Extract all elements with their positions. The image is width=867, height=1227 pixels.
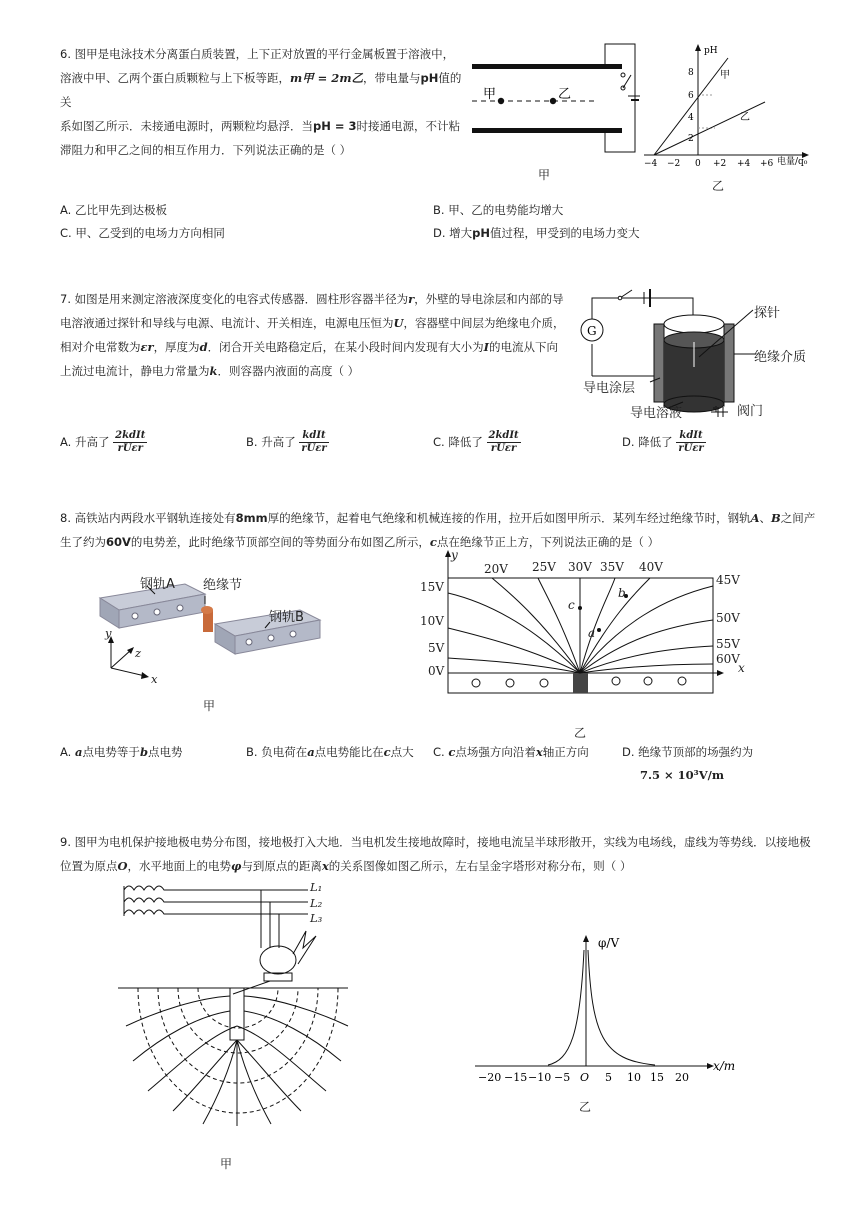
q7-option-a[interactable]: A. 升高了 $\frac{\text{2kdIt}}{\text{rUεr}}$ (60, 430, 146, 454)
q8-option-b[interactable]: B. 负电荷在a点电势能比在c点大 (246, 745, 414, 759)
q9-line1: 9. 图甲为电机保护接地极电势分布图，接地极打入大地．当电机发生接地故障时，接地电流呈半球形散开，实线为电场线，虚线为等势线．以接地极 (60, 835, 811, 849)
q8-axis-x-label: x (151, 672, 158, 686)
svg-text:10: 10 (627, 1071, 641, 1084)
svg-text:−20: −20 (478, 1071, 502, 1084)
q6-label-yi: 乙 (558, 87, 572, 102)
svg-text:0: 0 (695, 159, 701, 169)
svg-text:−4: −4 (644, 159, 658, 169)
q9-label-L2: L₂ (310, 896, 323, 910)
q6-caption-b: 乙 (712, 179, 725, 193)
q6-stem (60, 42, 465, 162)
q6-figure-b (640, 40, 820, 175)
q6-option-c[interactable]: C. 甲、乙受到的电场力方向相同 (60, 226, 225, 240)
q9-caption-a: 甲 (220, 1157, 233, 1171)
q7-option-d[interactable]: D. 降低了 $\frac{\text{kdIt}}{\text{rUεr}}$ (622, 430, 704, 454)
svg-text:2: 2 (688, 134, 694, 144)
q6-upper-plate (472, 64, 622, 69)
q7-line3: 相对介电常数为εr，厚度为d．闭合开关电路稳定后，在某小段时间内发现有大小为I的电流从下向 (60, 340, 558, 354)
svg-text:4: 4 (688, 113, 694, 123)
q9-figure-b (470, 925, 750, 1085)
q8-fig-b-top-labels: 20V 25V 30V 35V 40V 15V 10V 5V 0V 45V 50V 55V 60V y x c a b (420, 548, 745, 678)
svg-text:+2: +2 (713, 159, 727, 169)
svg-text:甲: 甲 (720, 70, 730, 81)
q6-line4: 滞阻力和甲乙之间的相互作用力．下列说法正确的是（ ） (60, 143, 352, 157)
q8-label-insulator: 绝缘节 (203, 578, 243, 593)
q6-line3: 系如图乙所示．未接通电源时，两颗粒均悬浮．当pH = 3时接通电源，不计粘 (60, 119, 461, 133)
q7-option-b[interactable]: B. 升高了 $\frac{\text{kdIt}}{\text{rUεr}}$ (246, 430, 327, 454)
q8-insulator (201, 606, 213, 632)
q7-stem (60, 287, 575, 383)
q8-axis-y-label: y (105, 626, 112, 640)
q8-axis-z-label: z (135, 646, 142, 660)
svg-text:−10: −10 (528, 1071, 552, 1084)
q9-curve-right (588, 950, 655, 1065)
q9-caption-b: 乙 (579, 1100, 592, 1114)
svg-text:15: 15 (650, 1071, 664, 1084)
q8-line2: 生了约为60V的电势差，此时绝缘节顶部空间的等势面分布如图乙所示，c点在绝缘节正上方，下列说法正确的是（ ） (60, 535, 660, 549)
svg-text:O: O (580, 1071, 590, 1084)
q8-label-rail-b: 钢轨B (269, 610, 304, 625)
svg-text:电量/q₀: 电量/q₀ (777, 157, 808, 167)
q8-stem (60, 506, 820, 554)
q6-lower-plate (472, 128, 622, 133)
svg-text:+6: +6 (760, 159, 774, 169)
q8-option-a[interactable]: A. a点电势等于b点电势 (60, 745, 183, 759)
q7-coating-left (654, 324, 664, 402)
q9-label-L1: L₁ (310, 880, 323, 894)
q6-line-yi (654, 102, 765, 155)
svg-text:20: 20 (675, 1071, 689, 1084)
q8-caption-b: 乙 (574, 726, 587, 740)
q9-stem (60, 830, 820, 878)
q6-option-d[interactable]: D. 增大pH值过程，甲受到的电场力变大 (433, 226, 640, 240)
svg-text:x/m: x/m (713, 1059, 736, 1073)
q7-label-dielectric: 绝缘介质 (754, 350, 807, 365)
q7-line1: 7. 如图是用来测定溶液深度变化的电容式传感器．圆柱形容器半径为r，外壁的导电涂层和内部的导 (60, 292, 564, 306)
q9-curve-left (548, 950, 584, 1065)
q8-label-rail-a: 钢轨A (140, 577, 175, 592)
q6-line2: 溶液中甲、乙两个蛋白质颗粒与上下板等距，m甲 = 2m乙，带电量与pH值的关 (60, 71, 462, 109)
q6-option-a[interactable]: A. 乙比甲先到达极板 (60, 203, 167, 217)
svg-text:−2: −2 (667, 159, 681, 169)
q7-label-probe: 探针 (754, 306, 781, 321)
q6-line1: 6. 图甲是电泳技术分离蛋白质装置，上下正对放置的平行金属板置于溶液中， (60, 47, 455, 61)
q6-caption-a: 甲 (538, 168, 551, 182)
svg-text:6: 6 (688, 91, 694, 101)
q7-label-coating: 导电涂层 (583, 381, 636, 396)
q6-figure-a (465, 40, 640, 190)
q9-equipotentials (138, 988, 338, 1113)
q7-line2: 电溶液通过探针和导线与电源、电流计、开关相连，电源电压恒为U，容器壁中间层为绝缘电介质， (60, 316, 565, 330)
svg-text:−15: −15 (504, 1071, 528, 1084)
q7-option-c[interactable]: C. 降低了 $\frac{\text{2kdIt}}{\text{rUεr}}$ (433, 430, 519, 454)
q8-caption-a: 甲 (203, 699, 216, 713)
q9-line2: 位置为原点O，水平地面上的电势φ与到原点的距离x的关系图像如图乙所示，左右呈金字塔形对称分布，则（ ） (60, 859, 632, 873)
svg-text:5: 5 (605, 1071, 612, 1084)
q6-option-b[interactable]: B. 甲、乙的电势能均增大 (433, 203, 564, 217)
svg-text:+4: +4 (737, 159, 751, 169)
svg-text:φ/V: φ/V (598, 936, 620, 950)
svg-text:−5: −5 (554, 1071, 571, 1084)
svg-text:G: G (587, 324, 597, 338)
q8-rail-b (215, 610, 320, 654)
q7-label-solution: 导电溶液 (630, 406, 683, 421)
svg-text:乙: 乙 (740, 112, 750, 123)
q6-label-jia: 甲 (483, 87, 497, 102)
q7-line4: 上流过电流计，静电力常量为k．则容器内液面的高度（ ） (60, 364, 360, 378)
q8-line1: 8. 高铁站内两段水平钢轨连接处有8mm厚的绝缘节，起着电气绝缘和机械连接的作用，拉开后如图甲所示．某列车经过绝缘节时，钢轨A、B之间产 (60, 511, 816, 525)
svg-text:8: 8 (688, 68, 694, 78)
q8-option-d[interactable]: D. 绝缘节顶部的场强约为 7.5 × 10³V/m (622, 745, 754, 782)
svg-text:pH: pH (704, 46, 718, 56)
q9-label-L3: L₃ (310, 911, 323, 925)
q8-option-c[interactable]: C. c点场强方向沿着x轴正方向 (433, 745, 589, 759)
q7-label-valve: 阀门 (737, 404, 764, 419)
